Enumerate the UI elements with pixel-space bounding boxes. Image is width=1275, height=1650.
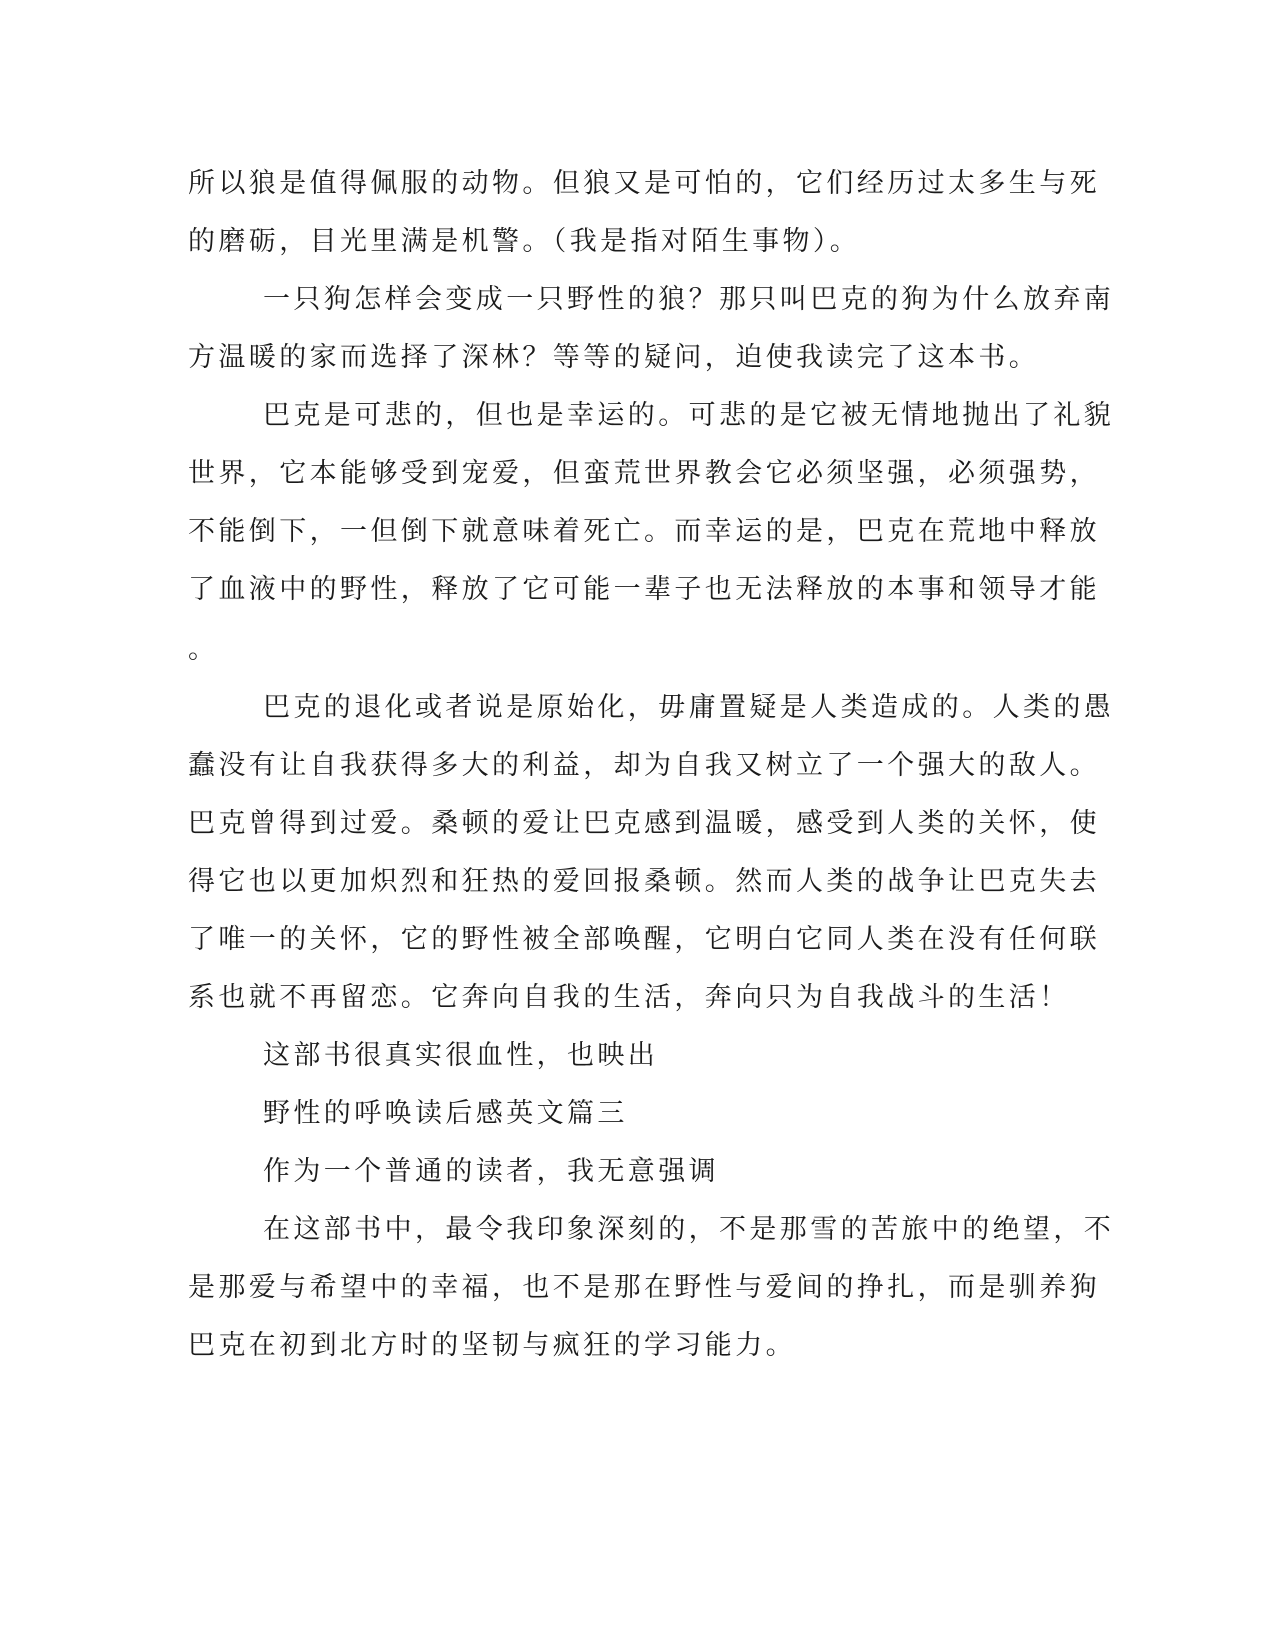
text-line: 了血液中的野性，释放了它可能一辈子也无法释放的本事和领导才能: [188, 574, 1100, 605]
paragraph-start-line: 巴克的退化或者说是原始化，毋庸置疑是人类造成的。人类的愚: [263, 692, 1115, 723]
text-line: 所以狼是值得佩服的动物。但狼又是可怕的，它们经历过太多生与死: [188, 168, 1100, 199]
paragraph-start-line: 一只狗怎样会变成一只野性的狼？那只叫巴克的狗为什么放弃南: [263, 284, 1115, 315]
text-line: 巴克曾得到过爱。桑顿的爱让巴克感到温暖，感受到人类的关怀，使: [188, 808, 1100, 839]
text-line: 方温暖的家而选择了深林？等等的疑问，迫使我读完了这本书。: [188, 342, 1040, 373]
text-line: 巴克在初到北方时的坚韧与疯狂的学习能力。: [188, 1330, 796, 1361]
section-heading: 野性的呼唤读后感英文篇三: [263, 1098, 628, 1129]
text-line: 系也就不再留恋。它奔向自我的生活，奔向只为自我战斗的生活！: [188, 982, 1070, 1013]
text-line: 的磨砺，目光里满是机警。（我是指对陌生事物）。: [188, 226, 861, 257]
text-line: 蠢没有让自我获得多大的利益，却为自我又树立了一个强大的敌人。: [188, 750, 1100, 781]
text-line: 了唯一的关怀，它的野性被全部唤醒，它明白它同人类在没有任何联: [188, 924, 1100, 955]
text-line: 得它也以更加炽烈和狂热的爱回报桑顿。然而人类的战争让巴克失去: [188, 866, 1100, 897]
text-line: 不能倒下，一但倒下就意味着死亡。而幸运的是，巴克在荒地中释放: [188, 516, 1100, 547]
paragraph-start-line: 在这部书中，最令我印象深刻的，不是那雪的苦旅中的绝望，不: [263, 1214, 1115, 1245]
paragraph-start-line: 作为一个普通的读者，我无意强调: [263, 1156, 719, 1187]
text-line: 世界，它本能够受到宠爱，但蛮荒世界教会它必须坚强，必须强势，: [188, 458, 1100, 489]
paragraph-start-line: 这部书很真实很血性，也映出: [263, 1040, 659, 1071]
paragraph-start-line: 巴克是可悲的，但也是幸运的。可悲的是它被无情地抛出了礼貌: [263, 400, 1115, 431]
text-line: 是那爱与希望中的幸福，也不是那在野性与爱间的挣扎，而是驯养狗: [188, 1272, 1100, 1303]
text-line: 。: [188, 634, 219, 665]
